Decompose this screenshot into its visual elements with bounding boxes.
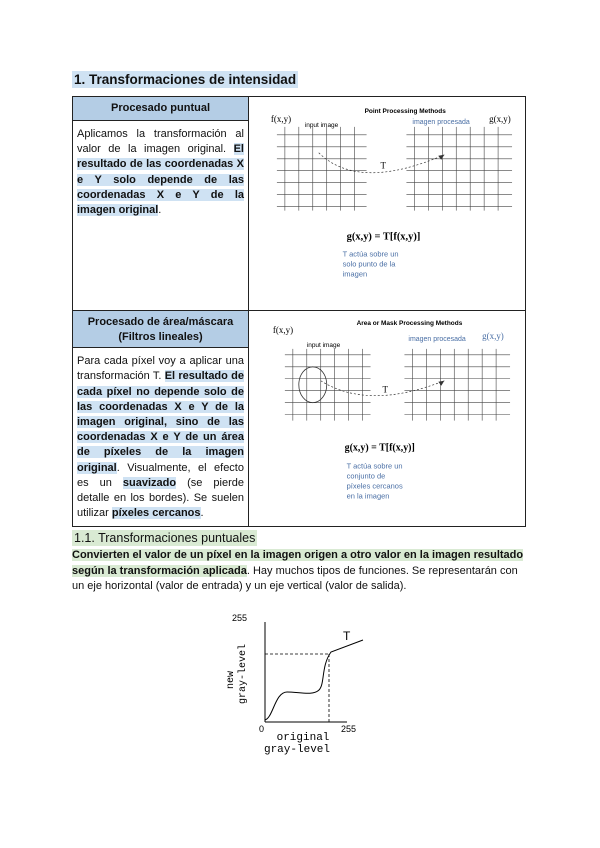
point-processing-figure <box>249 97 525 305</box>
subsection-paragraph <box>72 548 530 595</box>
point-text-highlight: El resultado de las coordenadas X e Y solo depende de las coordenadas X e Y de la imagen original <box>77 143 244 217</box>
point-output-label: imagen procesada <box>412 118 470 126</box>
point-f-label: f(x,y) <box>270 113 292 124</box>
point-input-label: input image <box>304 121 339 129</box>
area-text-highlight: El resultado de cada píxel no depende solo de las coordenadas X e Y de la imagen original, sino de las coordenadas X e Y de un área de píxeles de la imagen original <box>77 370 244 474</box>
point-text-a: Aplicamos la transformación al valor de la imagen original. <box>77 128 244 156</box>
processing-table <box>72 96 526 527</box>
point-g-label: g(x,y) <box>489 113 511 124</box>
point-note-line3: imagen <box>342 269 368 279</box>
point-figure-title: Point Processing Methods <box>364 107 446 115</box>
point-t-label: T <box>380 160 387 171</box>
area-processing-cell <box>73 311 249 527</box>
area-output-grid <box>404 349 510 421</box>
area-note-line3: píxeles cercanos <box>346 481 403 491</box>
paragraph-rest: . Hay muchos tipos de funciones. Se representarán con un eje horizontal (valor de entrada) y un eje vertical (valor de salida). <box>72 564 518 592</box>
area-t-label: T <box>382 384 389 395</box>
section-title: 1. Transformaciones de intensidad <box>74 72 297 87</box>
point-note-line1: T actúa sobre un <box>342 249 399 259</box>
point-text-c: . <box>158 204 162 217</box>
area-text-a: Para cada píxel voy a aplicar una transformación T. <box>77 355 244 383</box>
area-mask-circle <box>299 367 327 403</box>
subsection-title: 1.1. Transformaciones puntuales <box>74 531 256 545</box>
graph-x-axis-line1: original <box>276 732 330 744</box>
area-header-line2: (Filtros lineales) <box>118 331 203 344</box>
area-figure-title: Area or Mask Processing Methods <box>356 320 463 328</box>
graph-y-axis-line1: new <box>226 670 237 690</box>
area-text-pixeles: píxeles cercanos <box>111 507 201 520</box>
graph-x-axis-line2: gray-level <box>263 744 331 756</box>
area-g-label: g(x,y) <box>482 331 504 342</box>
area-processing-figure <box>249 311 525 521</box>
area-header-line1: Procesado de área/máscara <box>87 316 234 329</box>
area-equation: g(x,y) = T[f(x,y)] <box>344 442 415 454</box>
gray-level-graph <box>215 608 375 758</box>
area-processing-header <box>73 311 248 348</box>
point-processing-text <box>73 121 248 218</box>
area-text-c: . Visualmente, el efecto es un <box>77 461 244 489</box>
graph-y-axis-line2: gray-level <box>238 643 249 705</box>
graph-origin-label: 0 <box>259 724 265 734</box>
point-equation: g(x,y) = T[f(x,y)] <box>346 231 421 243</box>
point-processing-cell <box>73 97 249 311</box>
point-note-line2: solo punto de la <box>342 259 396 269</box>
point-processing-figure-cell <box>249 97 526 311</box>
graph-y-max-label: 255 <box>232 613 248 623</box>
area-arrowhead <box>438 381 444 386</box>
area-note-line4: en la imagen <box>346 491 390 501</box>
area-note-line1: T actúa sobre un <box>346 461 403 471</box>
area-input-label: input image <box>306 342 341 350</box>
area-output-label: imagen procesada <box>408 336 466 344</box>
area-text-suavizado: suavizado <box>122 476 177 489</box>
area-f-label: f(x,y) <box>272 325 294 336</box>
area-text-e: (se pierde detalle en los bordes). Se suelen utilizar <box>77 476 244 520</box>
point-output-grid <box>406 127 512 211</box>
point-input-grid <box>277 127 367 211</box>
graph-transform-curve <box>265 640 363 720</box>
point-processing-header: Procesado puntual <box>73 97 248 121</box>
graph-curve-label: T <box>343 629 351 643</box>
area-note-line2: conjunto de <box>346 471 386 481</box>
area-text-g: . <box>200 507 204 520</box>
graph-x-max-label: 255 <box>341 724 357 734</box>
area-processing-figure-cell <box>249 311 526 527</box>
area-processing-text <box>73 348 248 521</box>
paragraph-highlight: Convierten el valor de un píxel en la imagen origen a otro valor en la imagen resultado según la transformación aplicada <box>72 549 524 577</box>
